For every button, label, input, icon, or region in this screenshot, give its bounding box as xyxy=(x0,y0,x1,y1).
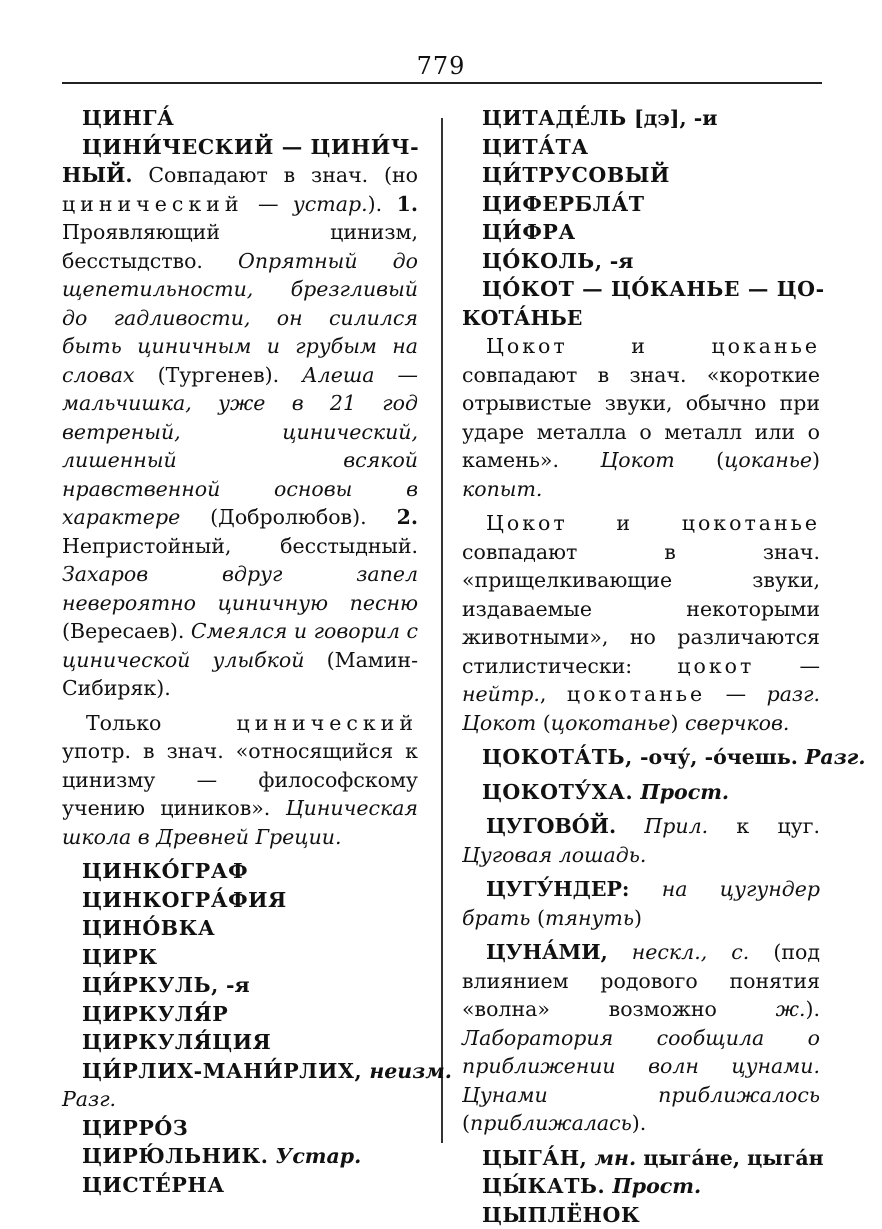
entry-tsinkograf xyxy=(62,857,418,886)
text: — xyxy=(754,654,820,678)
example: копыт. xyxy=(462,477,542,501)
headword: ЦИ́ФРА xyxy=(482,220,576,244)
text: [дэ], -и xyxy=(627,106,718,130)
right-column xyxy=(462,104,820,1229)
text: ( xyxy=(675,448,724,472)
entry-tsygan xyxy=(462,1144,820,1173)
spaced-word: цинический xyxy=(62,192,243,216)
text: употр. в знач. «относящийся к цинизму — философскому учению циников». xyxy=(62,739,418,820)
example: Захаров вдруг запел невероятно циничную песню xyxy=(62,562,418,615)
example: Лаборатория сообщила о приближении волн цунами. Цунами приближалось xyxy=(462,1026,820,1107)
headword: ЦИНИ́ЧЕСКИЙ — ЦИНИ́Ч- xyxy=(82,135,419,159)
headword: ЦИТА́ТА xyxy=(482,135,589,159)
label: Разг. xyxy=(805,745,865,769)
column-divider xyxy=(441,118,443,1143)
entry-tsitata xyxy=(462,133,820,162)
header-rule xyxy=(62,82,822,84)
example: Опрятный до щепетильности, брезгливый до гадливости, он силился быть циничным и грубым на словах xyxy=(62,249,418,387)
label: неизм. xyxy=(362,1059,452,1083)
entry-tsirkul xyxy=(62,971,418,1000)
headword-cont: НЫЙ. xyxy=(62,163,133,187)
left-column xyxy=(62,104,418,1199)
spaced-word: цокотанье xyxy=(567,682,705,706)
headword: ЦУНА́МИ, xyxy=(486,940,608,964)
entry-tsirk xyxy=(62,943,418,972)
spaced-word: цинический xyxy=(237,711,418,735)
text: — xyxy=(705,682,766,706)
headword: ЦИРК xyxy=(82,945,158,969)
entry-tsitrusovyy xyxy=(462,161,820,190)
example: разг. Цокот xyxy=(462,682,820,735)
entry-tsyplyonok xyxy=(462,1201,820,1229)
example: Цуговая лошадь. xyxy=(462,843,646,867)
text: ( xyxy=(462,1111,470,1135)
headword-line xyxy=(62,133,418,162)
note-paragraph xyxy=(62,709,418,852)
example: Циническая школа в Древней Греции. xyxy=(62,796,418,849)
headword: ЦИРЮ́ЛЬНИК. xyxy=(82,1144,269,1168)
text: ( xyxy=(530,906,545,930)
entry-text xyxy=(62,161,418,703)
label: Разг. xyxy=(62,1087,116,1111)
text: -я xyxy=(603,249,634,273)
page-number: 779 xyxy=(0,52,882,80)
source: (Тургенев). xyxy=(135,363,303,387)
entry-tsokotat xyxy=(462,743,820,772)
label: Прост. xyxy=(633,780,729,804)
text: ). xyxy=(805,997,820,1021)
headword: ЦИРРО́З xyxy=(82,1116,188,1140)
headword: ЦО́КОЛЬ, xyxy=(482,249,603,273)
text: к цуг. xyxy=(708,814,820,838)
entry-tsunami xyxy=(462,938,820,1138)
phrase: на цугундер брать xyxy=(462,877,820,930)
text: Только xyxy=(86,711,237,735)
entry-tsisterna xyxy=(62,1171,418,1200)
sense-number: 1. xyxy=(397,192,418,216)
headword: ЦОКОТА́ТЬ, xyxy=(482,745,633,769)
text: ) xyxy=(634,906,642,930)
entry-continuation xyxy=(462,304,820,333)
headword: ЦИНГА́ xyxy=(82,106,174,130)
text: ). xyxy=(632,1111,647,1135)
text: совпадают в знач. «короткие отрывистые звуки, обычно при ударе металла о металл или о камень». xyxy=(462,363,820,473)
label: нескл., с. xyxy=(608,940,750,964)
note-paragraph xyxy=(462,332,820,503)
example: цоканье xyxy=(724,448,812,472)
entry-tsugovoy xyxy=(462,812,820,869)
text: ) xyxy=(670,711,685,735)
headword: ЦИ́ТРУСОВЫЙ xyxy=(482,163,670,187)
text: совпадают в знач. «прищелкивающие звуки, издаваемые некоторыми животными», но различаются стилистически: xyxy=(462,540,820,678)
text: Совпадают в знач. (но xyxy=(133,163,418,187)
label: Прост. xyxy=(605,1174,701,1198)
example: Смеялся и говорил с цинической улыбкой xyxy=(62,619,418,672)
entry-tsiryulnik xyxy=(62,1142,418,1171)
headword: ЦИТАДЕ́ЛЬ xyxy=(482,106,627,130)
label: ж. xyxy=(776,997,806,1021)
headword: ЦИРКУЛЯ́ЦИЯ xyxy=(82,1030,271,1054)
example: Алеша — мальчишка, уже в 21 год ветреный, цинический, лишенный всякой нравственной основы в характере xyxy=(62,363,418,530)
headword: ЦЫПЛЁНОК xyxy=(482,1203,640,1227)
text: цыга́не, цыга́н xyxy=(636,1146,824,1170)
label: устар. xyxy=(293,192,368,216)
entry-tsirroz xyxy=(62,1114,418,1143)
headword: ЦИ́РЛИХ-МАНИ́РЛИХ, xyxy=(82,1059,362,1083)
entry-tsinicheskiy xyxy=(62,133,418,703)
entry-tsirkulyatsiya xyxy=(62,1028,418,1057)
text: -очу́, -о́чешь. xyxy=(633,745,805,769)
headword: ЦУГУ́НДЕР: xyxy=(486,877,629,901)
text: (под влиянием родового понятия «волна» возможно xyxy=(462,940,820,1021)
note-paragraph xyxy=(462,509,820,737)
entry-tsifra xyxy=(462,218,820,247)
entry-tsykat xyxy=(462,1172,820,1201)
headword-cont: КОТА́НЬЕ xyxy=(462,306,582,330)
source: (Вересаев). xyxy=(62,619,191,643)
headword: ЦУГОВО́Й. xyxy=(486,814,616,838)
headword: ЦИНО́ВКА xyxy=(82,916,215,940)
entry-continuation xyxy=(62,1085,418,1114)
sense-number: 2. xyxy=(397,505,418,529)
headword: ЦИСТЕ́РНА xyxy=(82,1173,225,1197)
headword: ЦИФЕРБЛА́Т xyxy=(482,192,645,216)
text: ) xyxy=(812,448,820,472)
source: (Мамин-Сибиряк). xyxy=(62,648,418,701)
entry-tsiferblat xyxy=(462,190,820,219)
label: Устар. xyxy=(269,1144,362,1168)
text: Непристойный, бесстыдный. xyxy=(62,534,418,558)
headword: ЦИНКО́ГРАФ xyxy=(82,859,248,883)
entry-tsitadel xyxy=(462,104,820,133)
source: (Добролюбов). xyxy=(180,505,396,529)
text: Проявляющий цинизм, бесстыдство. xyxy=(62,220,418,273)
entry-tsirlikh-manirlikh xyxy=(62,1057,418,1086)
entry-tsinovka xyxy=(62,914,418,943)
entry-tsugunder xyxy=(462,875,820,932)
text: ( xyxy=(536,711,551,735)
text: , xyxy=(540,682,567,706)
entry-tsokot xyxy=(462,275,820,304)
entry-tsinga xyxy=(62,104,418,133)
spaced-word: Цокот и цокотанье xyxy=(486,511,820,535)
spaced-word: цокот xyxy=(677,654,754,678)
entry-tsinkografiya xyxy=(62,886,418,915)
headword: ЦО́КОТ — ЦО́КАНЬЕ — ЦО- xyxy=(482,277,825,301)
example: цокотанье xyxy=(551,711,671,735)
entry-tsirkulyar xyxy=(62,1000,418,1029)
example: приближалась xyxy=(470,1111,632,1135)
entry-tsokol xyxy=(462,247,820,276)
example: Цокот xyxy=(600,448,674,472)
headword: ЦЫ́КАТЬ. xyxy=(482,1174,605,1198)
headword: ЦЫГА́Н, xyxy=(482,1146,587,1170)
headword: ЦОКОТУ́ХА. xyxy=(482,780,633,804)
label: нейтр. xyxy=(462,682,540,706)
label: мн. xyxy=(587,1146,636,1170)
headword: ЦИНКОГРА́ФИЯ xyxy=(82,888,287,912)
text: -я xyxy=(219,973,250,997)
text: — xyxy=(243,192,292,216)
entry-tsokotukha xyxy=(462,778,820,807)
phrase: тянуть xyxy=(545,906,634,930)
headword: ЦИРКУЛЯ́Р xyxy=(82,1002,228,1026)
example: сверчков. xyxy=(685,711,789,735)
label: Прил. xyxy=(616,814,708,838)
text: ). xyxy=(368,192,383,216)
spaced-word: Цокот и цоканье xyxy=(486,334,820,358)
headword: ЦИ́РКУЛЬ, xyxy=(82,973,219,997)
